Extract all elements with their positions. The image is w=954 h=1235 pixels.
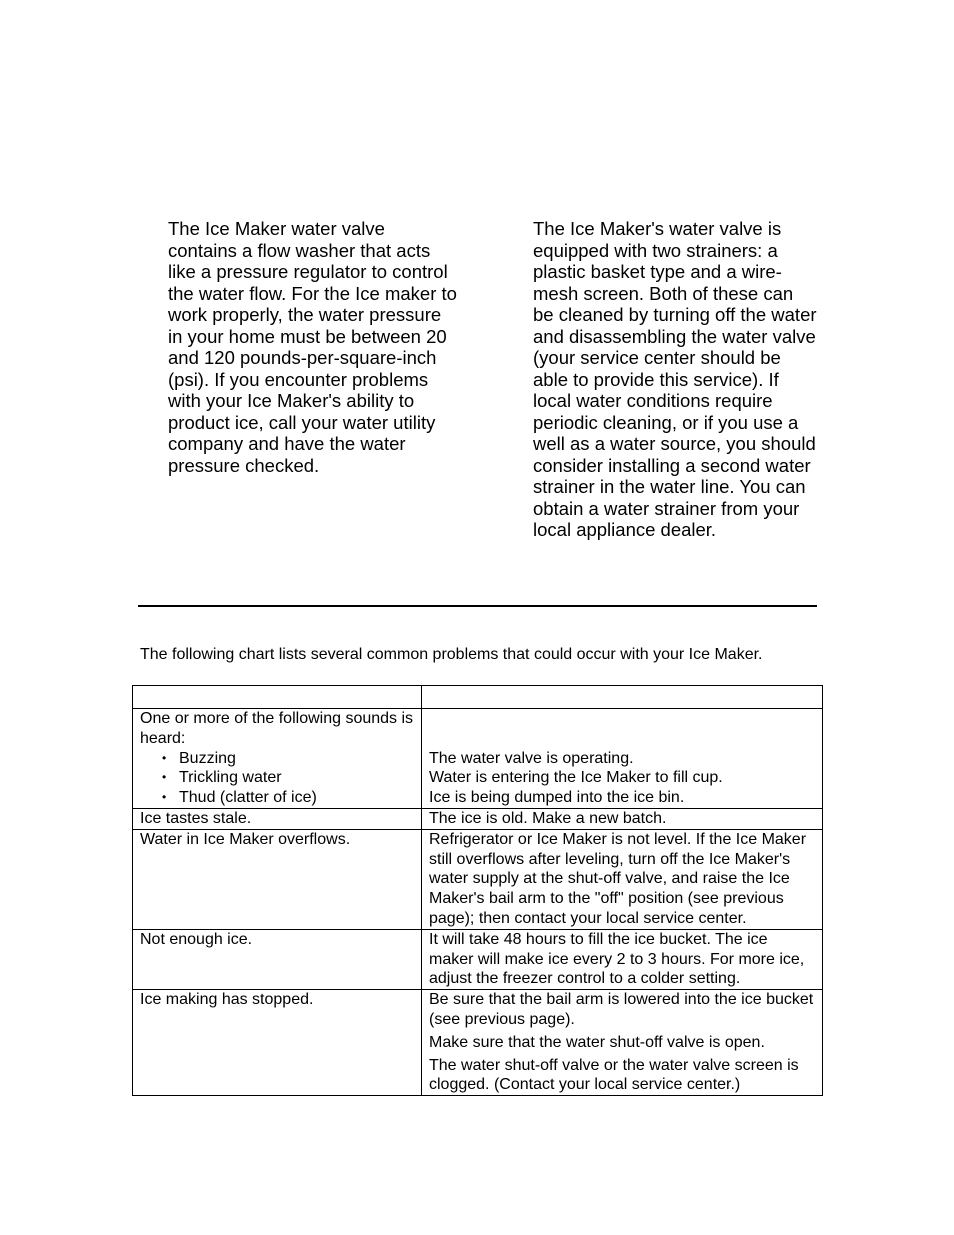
water-strainer-paragraph: The Ice Maker's water valve is equipped with two strainers: a plastic basket type and a wire-mesh screen. Both of these can be cleaned by turning off the water and disassembling the water valve (your service center should be able to provide this service). If local water conditions require periodic cleaning, or if you use a well as a water source, you should consider installing a second water strainer in the water line. You can obtain a water strainer from your local appliance dealer. — [533, 218, 817, 540]
solution-cell — [422, 709, 823, 809]
list-item: • Thud (clatter of ice) — [179, 788, 414, 808]
solution-text: Ice is being dumped into the ice bin. — [429, 789, 685, 807]
table-row — [133, 808, 823, 829]
header-problem-cell — [133, 686, 422, 709]
solution-text: The water shut-off valve or the water valve screen is clogged. (Contact your local service center.) — [429, 1056, 799, 1094]
solution-cell: Refrigerator or Ice Maker is not level. If the Ice Maker still overflows after leveling, turn off the Ice Maker's water supply at the shut-off valve, and raise the Ice Maker's bail arm to the "off" position (see previous page); then contact your local service center. — [422, 829, 823, 929]
water-pressure-paragraph: The Ice Maker water valve contains a flow washer that acts like a pressure regulator to control the water flow. For the Ice maker to work properly, the water pressure in your home must be between 20 and 120 pounds-per-square-inch (psi). If you encounter problems with your Ice Maker's ability to product ice, call your water utility company and have the water pressure checked. — [168, 218, 457, 476]
list-item: • Trickling water — [179, 768, 414, 788]
troubleshooting-table — [132, 685, 823, 1096]
problem-text: One or more of the following sounds is heard: — [140, 710, 414, 747]
table-header-row — [133, 686, 823, 709]
section-divider — [138, 605, 817, 607]
solution-cell: It will take 48 hours to fill the ice bucket. The ice maker will make ice every 2 to 3 hours. For more ice, adjust the freezer control to a colder setting. — [422, 929, 823, 989]
problem-cell: Not enough ice. — [133, 929, 422, 989]
solution-text: Make sure that the water shut-off valve is open. — [429, 1033, 765, 1051]
troubleshooting-intro: The following chart lists several common problems that could occur with your Ice Maker. — [140, 646, 763, 663]
table-row — [133, 709, 823, 809]
problem-cell: Ice tastes stale. — [133, 808, 422, 829]
problem-cell — [133, 709, 422, 809]
problem-cell: Water in Ice Maker overflows. — [133, 829, 422, 929]
solution-text: The water valve is operating. — [429, 749, 634, 767]
header-solution-cell — [422, 686, 823, 709]
solution-cell: The ice is old. Make a new batch. — [422, 808, 823, 829]
table-row — [133, 990, 823, 1096]
solution-text: Water is entering the Ice Maker to fill cup. — [429, 769, 723, 787]
list-item: • Buzzing — [179, 749, 414, 769]
table-row — [133, 829, 823, 929]
table-row — [133, 929, 823, 989]
problem-cell: Ice making has stopped. — [133, 990, 422, 1096]
solution-cell — [422, 990, 823, 1096]
solution-text: Be sure that the bail arm is lowered into the ice bucket (see previous page). — [429, 991, 814, 1028]
sounds-list — [140, 749, 414, 808]
